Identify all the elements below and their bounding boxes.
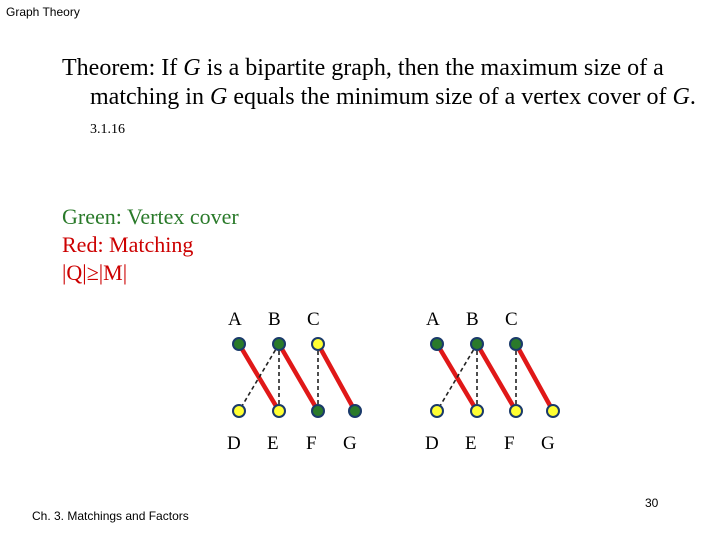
vertex-label-a: A — [426, 309, 440, 330]
vertex-label-c: C — [505, 309, 518, 330]
vertex-f — [312, 405, 324, 417]
vertex-label-c: C — [307, 309, 320, 330]
vertex-d — [431, 405, 443, 417]
vertex-e — [471, 405, 483, 417]
slide-header: Graph Theory — [6, 5, 80, 19]
bipartite-graph-left — [227, 309, 361, 454]
vertex-d — [233, 405, 245, 417]
vertex-a — [431, 338, 443, 350]
vertex-b — [273, 338, 285, 350]
theorem-prefix: Theorem: If — [62, 55, 184, 81]
bipartite-graph-right — [425, 309, 559, 454]
page-number: 30 — [645, 496, 659, 510]
vertex-a — [233, 338, 245, 350]
legend-inequality: |Q|≥|M| — [62, 260, 128, 285]
vertex-label-b: B — [268, 309, 281, 330]
matching-edge — [318, 344, 355, 411]
theorem-reference: 3.1.16 — [90, 122, 125, 137]
vertex-label-g: G — [541, 433, 555, 454]
vertex-label-f: F — [504, 433, 515, 454]
theorem-text-part2: is a bipartite graph, then the maximum size of a matching in — [90, 55, 664, 110]
theorem-graph-symbol: G — [209, 84, 228, 110]
matching-edge — [477, 344, 516, 411]
vertex-label-g: G — [343, 433, 357, 454]
theorem-text-part3: equals the minimum size of a vertex cover of — [227, 84, 673, 110]
legend-vertex-cover: Green: Vertex cover — [62, 204, 239, 229]
vertex-label-d: D — [425, 433, 439, 454]
vertex-label-e: E — [267, 433, 279, 454]
vertex-g — [547, 405, 559, 417]
vertex-label-a: A — [228, 309, 242, 330]
vertex-label-f: F — [306, 433, 317, 454]
vertex-label-b: B — [466, 309, 479, 330]
vertex-e — [273, 405, 285, 417]
vertex-label-e: E — [465, 433, 477, 454]
theorem-graph-symbol: G — [672, 84, 690, 110]
vertex-f — [510, 405, 522, 417]
vertex-c — [510, 338, 522, 350]
vertex-label-d: D — [227, 433, 241, 454]
footer-chapter: Ch. 3. Matchings and Factors — [32, 509, 189, 523]
matching-edge — [279, 344, 318, 411]
matching-edge — [516, 344, 553, 411]
theorem-period: . — [689, 84, 696, 110]
vertex-c — [312, 338, 324, 350]
legend-matching: Red: Matching — [62, 232, 194, 257]
vertex-b — [471, 338, 483, 350]
theorem-graph-symbol: G — [183, 55, 201, 81]
vertex-g — [349, 405, 361, 417]
